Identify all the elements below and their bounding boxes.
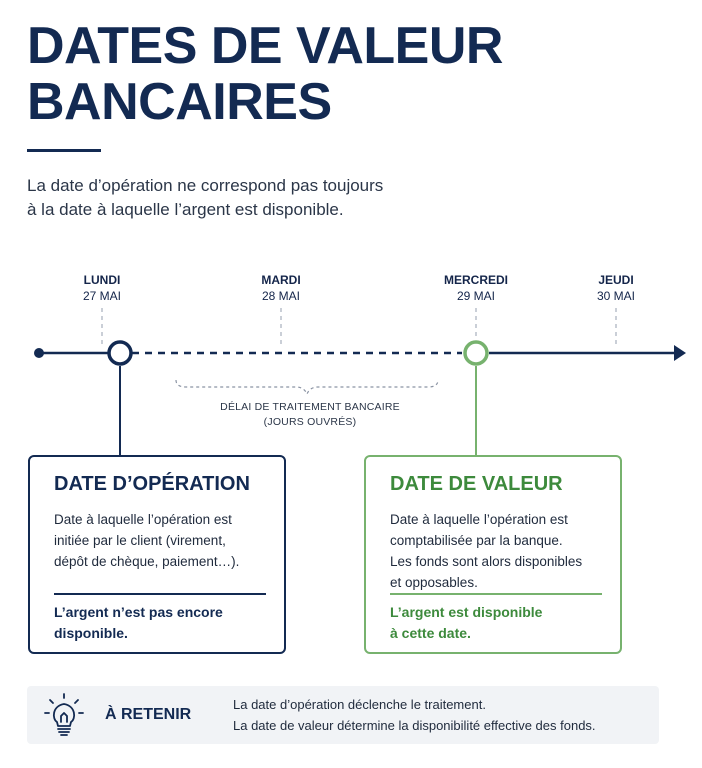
day-date: 27 MAI — [82, 289, 121, 303]
note-line: à cette date. — [390, 625, 471, 641]
takeaway-line-1: La date d’opération déclenche le traitement. — [233, 697, 486, 712]
day-name: JEUDI — [598, 273, 634, 287]
operation-card-divider — [54, 593, 266, 595]
operation-card-title: DATE D’OPÉRATION — [54, 473, 250, 495]
value-date-card — [364, 455, 622, 654]
key-takeaway-box — [27, 686, 659, 744]
day-label-wednesday — [416, 272, 536, 304]
takeaway-line-2: La date de valeur détermine la disponibilité effective des fonds. — [233, 718, 596, 733]
title-line-1: DATES DE VALEUR — [27, 17, 503, 75]
subtitle — [27, 174, 487, 222]
note-line: L’argent est disponible — [390, 604, 543, 620]
delay-label-line-2: (JOURS OUVRÉS) — [263, 416, 357, 428]
processing-delay-label — [190, 400, 430, 430]
lightbulb-icon — [44, 692, 84, 738]
desc-line: dépôt de chèque, paiement…). — [54, 554, 240, 569]
value-card-title: DATE DE VALEUR — [390, 473, 563, 495]
note-line: disponible. — [54, 625, 128, 641]
operation-card-note — [54, 602, 269, 644]
day-label-monday — [42, 272, 162, 304]
day-date: 29 MAI — [456, 289, 495, 303]
day-name: MARDI — [261, 273, 301, 287]
day-label-tuesday — [221, 272, 341, 304]
day-date: 28 MAI — [261, 289, 300, 303]
day-label-thursday — [556, 272, 676, 304]
value-card-note — [390, 602, 605, 644]
delay-label-line-1: DÉLAI DE TRAITEMENT BANCAIRE — [220, 401, 400, 413]
page-title — [27, 18, 667, 130]
desc-line: Les fonds sont alors disponibles — [390, 554, 583, 569]
value-card-divider — [390, 593, 602, 595]
delay-brace — [176, 380, 438, 394]
takeaway-title: À RETENIR — [105, 706, 192, 723]
subtitle-line-2: à la date à laquelle l’argent est disponible. — [27, 200, 344, 219]
day-date: 30 MAI — [596, 289, 635, 303]
subtitle-line-1: La date d’opération ne correspond pas toujours — [27, 176, 384, 195]
day-name: MERCREDI — [443, 273, 508, 287]
operation-card-description — [54, 509, 269, 572]
value-node — [465, 342, 487, 364]
operation-date-card — [28, 455, 286, 654]
note-line: L’argent n’est pas encore — [54, 604, 223, 620]
timeline-arrowhead — [674, 345, 686, 361]
day-name: LUNDI — [83, 273, 121, 287]
desc-line: Date à laquelle l’opération est — [54, 512, 232, 527]
title-line-2: BANCAIRES — [27, 73, 332, 131]
desc-line: initiée par le client (virement, — [54, 533, 226, 548]
operation-node — [109, 342, 131, 364]
title-underline — [27, 149, 101, 152]
desc-line: Date à laquelle l’opération est — [390, 512, 568, 527]
desc-line: comptabilisée par la banque. — [390, 533, 563, 548]
desc-line: et opposables. — [390, 575, 478, 590]
value-card-description — [390, 509, 605, 593]
timeline-start-dot — [34, 348, 44, 358]
